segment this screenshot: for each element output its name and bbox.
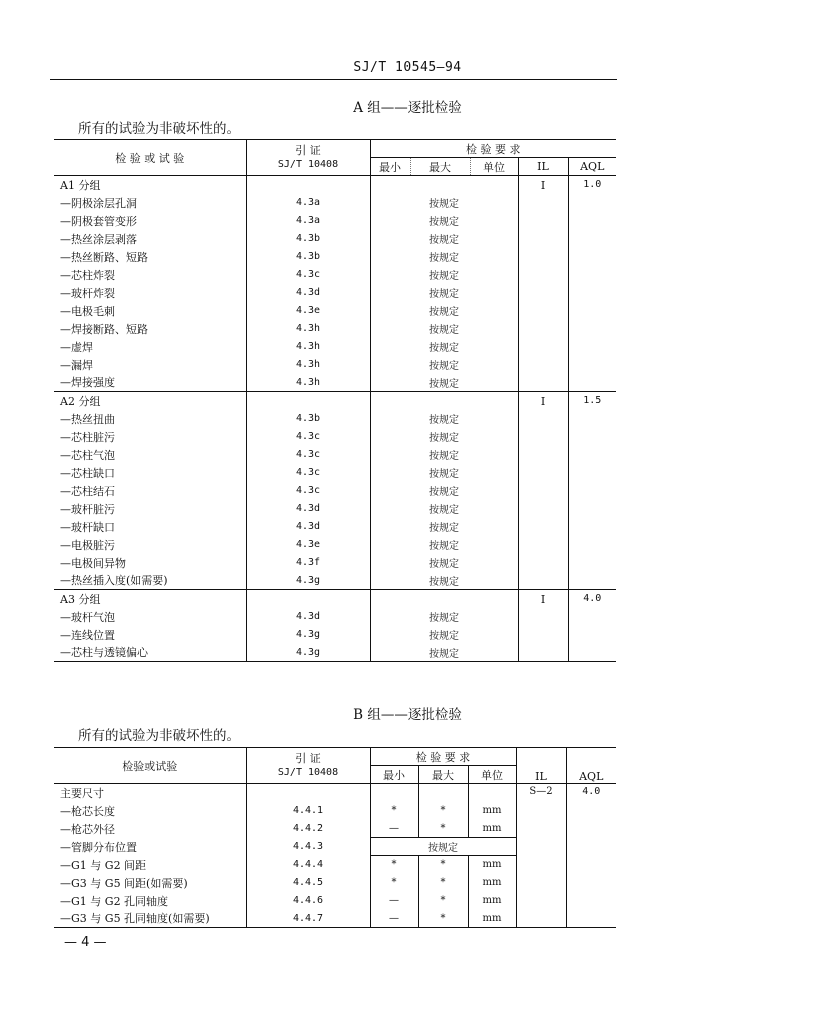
test-ref: 4.3b bbox=[246, 230, 370, 248]
section-b-title: B 组——逐批检验 bbox=[353, 707, 462, 723]
test-ref: 4.3g bbox=[246, 626, 370, 644]
test-ref: 4.3a bbox=[246, 194, 370, 212]
group-name: A1 分组 bbox=[54, 176, 246, 194]
test-req: 按规定 bbox=[370, 482, 518, 500]
col-aql-header: AQL bbox=[568, 158, 616, 176]
test-name: —漏焊 bbox=[60, 358, 93, 372]
empty-req bbox=[370, 590, 518, 608]
test-req: 按规定 bbox=[370, 374, 518, 392]
empty-ref bbox=[246, 176, 370, 194]
b-col-test-header: 检验或试验 bbox=[54, 748, 246, 784]
test-name: —管脚分布位置 bbox=[60, 840, 137, 854]
empty-ref bbox=[246, 590, 370, 608]
b-col-aql-header: AQL bbox=[566, 748, 616, 784]
test-name: —热丝扭曲 bbox=[60, 412, 115, 426]
group-il: S—2 bbox=[516, 784, 566, 928]
test-unit: mm bbox=[468, 910, 516, 928]
test-req: 按规定 bbox=[370, 572, 518, 590]
test-req: 按规定 bbox=[370, 644, 518, 662]
test-req: 按规定 bbox=[370, 464, 518, 482]
test-max: * bbox=[418, 874, 468, 892]
test-max: * bbox=[418, 892, 468, 910]
group-row bbox=[54, 176, 616, 194]
test-ref: 4.3d bbox=[246, 518, 370, 536]
test-name: —枪芯外径 bbox=[60, 822, 115, 836]
group-il: I bbox=[518, 590, 568, 662]
b-col-ref-line1: 引 证 bbox=[295, 751, 321, 765]
test-name: —玻杆气泡 bbox=[60, 610, 115, 624]
col-min-header: 最小 bbox=[370, 158, 410, 176]
test-ref: 4.4.2 bbox=[246, 820, 370, 838]
test-ref: 4.4.3 bbox=[246, 838, 370, 856]
test-req: 按规定 bbox=[370, 302, 518, 320]
test-name: —电极毛刺 bbox=[60, 304, 115, 318]
test-name: —虚焊 bbox=[60, 340, 93, 354]
test-name: —阴极套管变形 bbox=[60, 214, 137, 228]
test-unit: mm bbox=[468, 892, 516, 910]
test-name: —焊接断路、短路 bbox=[60, 322, 148, 336]
test-name: —芯柱与透镜偏心 bbox=[54, 644, 246, 662]
test-name: —G1 与 G2 孔同轴度 bbox=[60, 894, 169, 908]
test-ref: 4.3c bbox=[246, 464, 370, 482]
col-ref-line1: 引 证 bbox=[295, 143, 321, 157]
test-name: —枪芯长度 bbox=[60, 804, 115, 818]
test-min: * bbox=[370, 802, 418, 820]
test-req: 按规定 bbox=[370, 356, 518, 374]
group-il: I bbox=[518, 392, 568, 590]
test-ref: 4.3d bbox=[246, 500, 370, 518]
test-ref: 4.4.1 bbox=[246, 802, 370, 820]
b-col-ref-line2: SJ/T 10408 bbox=[277, 766, 339, 778]
test-ref: 4.3b bbox=[246, 410, 370, 428]
test-ref: 4.4.6 bbox=[246, 892, 370, 910]
test-ref: 4.3h bbox=[246, 338, 370, 356]
test-name: —玻杆炸裂 bbox=[60, 286, 115, 300]
test-ref: 4.3h bbox=[246, 374, 370, 392]
col-max-header: 最大 bbox=[410, 158, 470, 176]
group-row bbox=[54, 392, 616, 410]
test-name: —电极脏污 bbox=[60, 538, 115, 552]
b-col-req-header: 检 验 要 求 bbox=[370, 748, 516, 766]
b-col-ref-header bbox=[246, 748, 370, 784]
test-name: —芯柱气泡 bbox=[60, 448, 115, 462]
test-ref: 4.3e bbox=[246, 302, 370, 320]
header-rule bbox=[50, 79, 617, 80]
test-req: 按规定 bbox=[370, 284, 518, 302]
empty-ref bbox=[246, 784, 370, 802]
test-name: —玻杆缺口 bbox=[60, 520, 115, 534]
test-ref: 4.3a bbox=[246, 212, 370, 230]
test-req: 按规定 bbox=[370, 626, 518, 644]
test-unit: mm bbox=[468, 802, 516, 820]
b-col-il-header: IL bbox=[516, 748, 566, 784]
b-col-unit-header: 单位 bbox=[468, 766, 516, 784]
test-ref: 4.3g bbox=[246, 572, 370, 590]
test-name: —电极间异物 bbox=[60, 556, 126, 570]
b-col-min-header: 最小 bbox=[370, 766, 418, 784]
test-ref: 4.3f bbox=[246, 554, 370, 572]
empty-ref bbox=[246, 392, 370, 410]
test-name: —G3 与 G5 孔同轴度(如需要) bbox=[54, 910, 246, 928]
test-ref: 4.3e bbox=[246, 536, 370, 554]
test-ref: 4.4.4 bbox=[246, 856, 370, 874]
test-unit: mm bbox=[468, 874, 516, 892]
test-max: * bbox=[418, 802, 468, 820]
page-number: — 4 — bbox=[64, 935, 107, 950]
group-aql: 1.5 bbox=[568, 392, 616, 590]
test-req: 按规定 bbox=[370, 838, 516, 856]
test-name: —G1 与 G2 间距 bbox=[60, 858, 147, 872]
col-unit-header: 单位 bbox=[470, 158, 518, 176]
test-max: * bbox=[418, 820, 468, 838]
section-a-table bbox=[54, 139, 616, 662]
test-req: 按规定 bbox=[370, 320, 518, 338]
test-req: 按规定 bbox=[370, 266, 518, 284]
group-row bbox=[54, 590, 616, 608]
test-min: — bbox=[370, 910, 418, 928]
test-req: 按规定 bbox=[370, 338, 518, 356]
test-unit: mm bbox=[468, 856, 516, 874]
test-req: 按规定 bbox=[370, 410, 518, 428]
section-b-note: 所有的试验为非破坏性的。 bbox=[78, 728, 240, 744]
test-name: —连线位置 bbox=[60, 628, 115, 642]
test-name: —芯柱结石 bbox=[60, 484, 115, 498]
test-ref: 4.3c bbox=[246, 428, 370, 446]
test-ref: 4.3c bbox=[246, 266, 370, 284]
test-unit: mm bbox=[468, 820, 516, 838]
test-req: 按规定 bbox=[370, 248, 518, 266]
group-aql: 4.0 bbox=[568, 590, 616, 662]
group-name: A2 分组 bbox=[54, 392, 246, 410]
col-test-header: 检 验 或 试 验 bbox=[54, 140, 246, 176]
section-b-table bbox=[54, 747, 616, 928]
group-name: 主要尺寸 bbox=[60, 786, 104, 800]
group-row bbox=[54, 784, 616, 802]
test-name: —芯柱缺口 bbox=[60, 466, 115, 480]
test-req: 按规定 bbox=[370, 536, 518, 554]
test-ref: 4.3g bbox=[246, 644, 370, 662]
col-ref-line2: SJ/T 10408 bbox=[277, 158, 339, 170]
test-name: —热丝涂层剥落 bbox=[60, 232, 137, 246]
standard-code: SJ/T 10545—94 bbox=[353, 60, 462, 75]
test-ref: 4.3c bbox=[246, 482, 370, 500]
col-il-header: IL bbox=[518, 158, 568, 176]
test-req: 按规定 bbox=[370, 230, 518, 248]
test-req: 按规定 bbox=[370, 428, 518, 446]
test-req: 按规定 bbox=[370, 500, 518, 518]
col-ref-header bbox=[246, 140, 370, 176]
test-req: 按规定 bbox=[370, 446, 518, 464]
b-col-max-header: 最大 bbox=[418, 766, 468, 784]
test-name: —G3 与 G5 间距(如需要) bbox=[60, 876, 188, 890]
col-req-header: 检 验 要 求 bbox=[370, 140, 616, 158]
test-name: —玻杆脏污 bbox=[60, 502, 115, 516]
test-min: * bbox=[370, 856, 418, 874]
empty-min bbox=[370, 784, 418, 802]
test-req: 按规定 bbox=[370, 608, 518, 626]
empty-max bbox=[418, 784, 468, 802]
group-aql: 1.0 bbox=[568, 176, 616, 392]
test-max: * bbox=[418, 910, 468, 928]
test-name: —阴极涂层孔洞 bbox=[60, 196, 137, 210]
section-a-note: 所有的试验为非破坏性的。 bbox=[78, 121, 240, 137]
empty-req bbox=[370, 176, 518, 194]
test-ref: 4.3d bbox=[246, 608, 370, 626]
test-name: —热丝插入度(如需要) bbox=[60, 574, 168, 588]
group-aql: 4.0 bbox=[566, 784, 616, 928]
test-ref: 4.3c bbox=[246, 446, 370, 464]
test-req: 按规定 bbox=[370, 518, 518, 536]
test-min: — bbox=[370, 820, 418, 838]
test-name: —焊接强度 bbox=[60, 376, 115, 390]
test-ref: 4.4.7 bbox=[246, 910, 370, 928]
test-ref: 4.3d bbox=[246, 284, 370, 302]
section-a-title: A 组——逐批检验 bbox=[353, 100, 462, 116]
test-req: 按规定 bbox=[370, 194, 518, 212]
test-req: 按规定 bbox=[370, 212, 518, 230]
test-name: —芯柱脏污 bbox=[60, 430, 115, 444]
test-req: 按规定 bbox=[370, 554, 518, 572]
test-name: —热丝断路、短路 bbox=[60, 250, 148, 264]
test-ref: 4.3h bbox=[246, 320, 370, 338]
test-min: * bbox=[370, 874, 418, 892]
test-name: —芯柱炸裂 bbox=[60, 268, 115, 282]
empty-req bbox=[370, 392, 518, 410]
test-min: — bbox=[370, 892, 418, 910]
test-ref: 4.3h bbox=[246, 356, 370, 374]
group-name: A3 分组 bbox=[54, 590, 246, 608]
test-ref: 4.3b bbox=[246, 248, 370, 266]
test-max: * bbox=[418, 856, 468, 874]
empty-unit bbox=[468, 784, 516, 802]
group-il: I bbox=[518, 176, 568, 392]
test-ref: 4.4.5 bbox=[246, 874, 370, 892]
